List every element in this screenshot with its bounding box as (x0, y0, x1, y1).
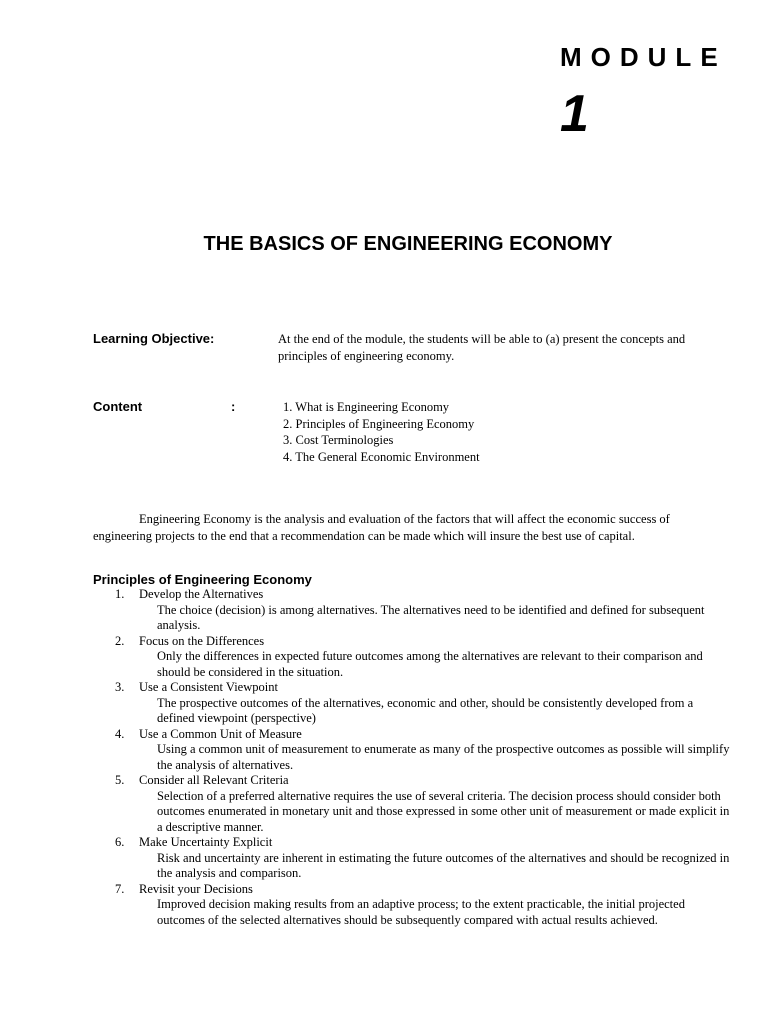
intro-paragraph: Engineering Economy is the analysis and evaluation of the factors that will affect the economic success of engineering projects to the end that a recommendation can be made which will insure the best use of capital. (93, 512, 670, 543)
principle-title-row (93, 680, 733, 696)
principle-number: 4. (115, 726, 125, 741)
principle-number-slot (93, 835, 139, 851)
principle-number-slot (93, 587, 139, 603)
objective-label: Learning Objective: (93, 331, 215, 346)
principle-description: Selection of a preferred alternative requires the use of several criteria. The decision process should consider both outcomes enumerated in monetary unit and those expressed in some other unit of measurement or made explicit in a descriptive manner. (157, 788, 730, 834)
principle-title-row (93, 835, 733, 851)
principle-title-row (93, 634, 733, 650)
principle-title: Consider all Relevant Criteria (139, 773, 289, 787)
principle-number-slot (93, 680, 139, 696)
principle-number-slot (93, 634, 139, 650)
principle-title-row (93, 773, 733, 789)
principle-description: The prospective outcomes of the alternatives, economic and other, should be consistently developed from a defined viewpoint (perspective) (157, 695, 694, 725)
principle-number: 6. (115, 835, 125, 849)
principle-title: Make Uncertainty Explicit (139, 835, 273, 849)
principles-heading: Principles of Engineering Economy (93, 572, 312, 587)
principle-number: 7. (115, 881, 125, 896)
principle-description: Using a common unit of measurement to enumerate as many of the prospective outcomes as possible will simplify the analysis of alternatives. (157, 742, 730, 772)
principle-number: 2. (115, 633, 125, 648)
content-item: 3. Cost Terminologies (283, 433, 394, 447)
principle-description: Risk and uncertainty are inherent in estimating the future outcomes of the alternatives and should be recognized in the analysis and comparison. (157, 850, 730, 880)
content-list (283, 399, 480, 465)
principle-description: Improved decision making results from an adaptive process; to the extent practicable, the initial projected outcomes of the selected alternatives should be subsequently compared with actual results achieved. (157, 897, 685, 927)
content-item: 1. What is Engineering Economy (283, 400, 450, 414)
principle-title-row (93, 882, 733, 898)
principle-title: Focus on the Differences (139, 633, 265, 648)
content-colon: : (231, 399, 236, 414)
principle-number: 3. (115, 680, 125, 694)
page-title: THE BASICS OF ENGINEERING ECONOMY (203, 233, 613, 255)
principle-description: The choice (decision) is among alternatives. The alternatives need to be identified and defined for subsequent analysis. (157, 602, 705, 632)
principle-item (93, 587, 733, 634)
principle-item (93, 634, 733, 681)
content-label: Content (93, 399, 143, 414)
principle-item (93, 835, 733, 882)
module-label: MODULE (560, 42, 727, 72)
objective-text: At the end of the module, the students will be able to (a) present the concepts and principles of engineering economy. (278, 332, 686, 363)
principle-description: Only the differences in expected future outcomes among the alternatives are relevant to their comparison and should be considered in the situation. (157, 649, 703, 679)
principle-number-slot (93, 727, 139, 743)
principle-number: 5. (115, 773, 125, 787)
principles-list (93, 587, 733, 928)
principle-number-slot (93, 773, 139, 789)
principle-title-row (93, 727, 733, 743)
principle-title: Use a Consistent Viewpoint (139, 680, 278, 694)
principle-title: Use a Common Unit of Measure (139, 726, 302, 741)
principle-title-row (93, 587, 733, 603)
principle-item (93, 680, 733, 727)
principle-number-slot (93, 882, 139, 898)
content-item: 4. The General Economic Environment (283, 449, 480, 464)
principle-item (93, 727, 733, 774)
principle-number: 1. (115, 587, 125, 601)
module-number: 1 (560, 85, 589, 143)
principle-item (93, 882, 733, 929)
principle-title: Revisit your Decisions (139, 881, 253, 896)
content-item: 2. Principles of Engineering Economy (283, 416, 475, 431)
principle-item (93, 773, 733, 835)
principle-title: Develop the Alternatives (139, 587, 264, 601)
